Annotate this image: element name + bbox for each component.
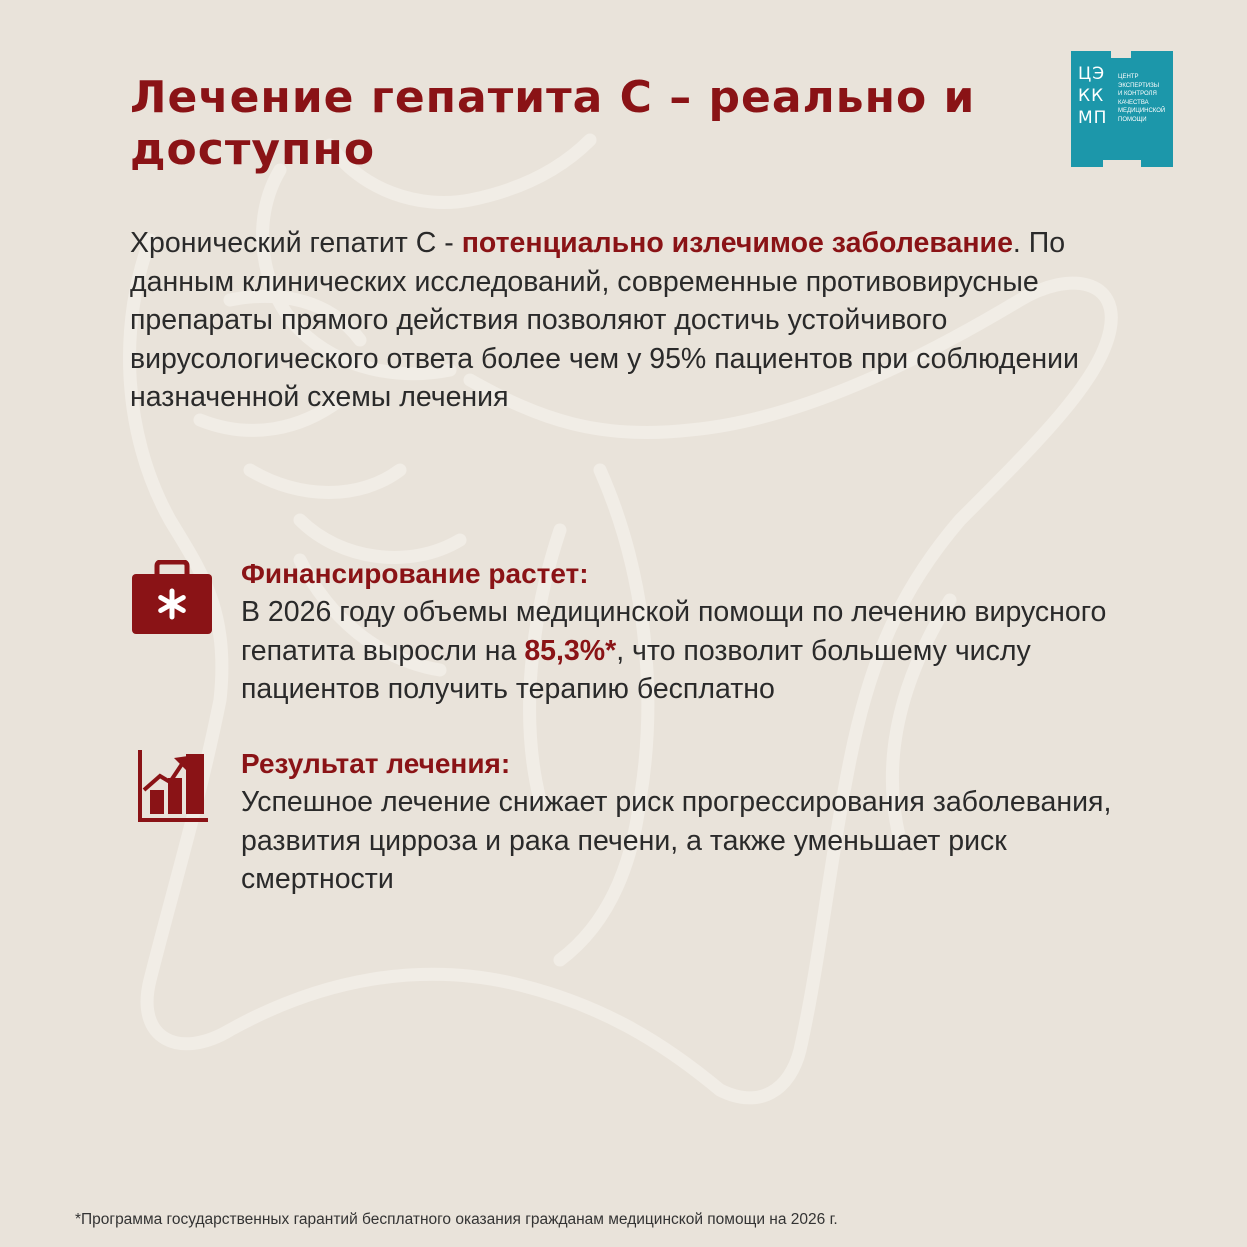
intro-prefix: Хронический гепатит С -: [130, 227, 462, 259]
logo-subtitle-line: МЕДИЦИНСКОЙ: [1118, 108, 1166, 114]
page-title: Лечение гепатита С – реально и доступно: [130, 72, 976, 175]
funding-heading: Финансирование растет:: [241, 558, 589, 589]
logo-letters-line-1: ЦЭ: [1078, 64, 1106, 84]
logo-subtitle: [1118, 73, 1174, 124]
intro-paragraph: [130, 224, 1120, 417]
medical-kit-icon: [130, 560, 214, 636]
footnote: *Программа государственных гарантий бесплатного оказания гражданам медицинской помощи на 2026 г.: [75, 1211, 838, 1228]
growth-chart-icon: [130, 750, 210, 826]
funding-percent: 85,3%*: [524, 634, 617, 667]
funding-text: [241, 555, 1121, 709]
result-body: Успешное лечение снижает риск прогрессирования заболевания, развития цирроза и рака печени, а также уменьшает риск смертности: [241, 786, 1112, 895]
result-text: [241, 745, 1121, 899]
logo-subtitle-line: ПОМОЩИ: [1118, 116, 1147, 123]
logo-subtitle-line: И КОНТРОЛЯ: [1118, 91, 1157, 97]
result-heading: Результат лечения:: [241, 748, 511, 779]
organization-logo: [1071, 51, 1173, 167]
intro-suffix: . По данным клинических исследований, современные противовирусные препараты прямого действия позволяют достичь устойчивого вирусологического ответа более чем у 95% пациентов при соблюдении назначенной схемы лечения: [130, 227, 1079, 413]
logo-subtitle-line: ЦЕНТР: [1118, 74, 1139, 80]
funding-body-end: , что позволит большему числу пациентов получить терапию бесплатно: [241, 634, 1031, 705]
logo-letters-line-2: КК: [1078, 86, 1105, 106]
funding-body-start: В 2026 году объемы медицинской помощи по лечению вирусного гепатита выросли на: [241, 596, 1107, 667]
logo-subtitle-line: КАЧЕСТВА: [1118, 99, 1149, 106]
logo-letters: [1078, 63, 1118, 129]
funding-body: [241, 593, 1121, 709]
logo-subtitle-line: ЭКСПЕРТИЗЫ: [1118, 82, 1160, 89]
intro-highlight: потенциально излечимое заболевание: [461, 227, 1013, 259]
logo-letters-line-3: МП: [1078, 108, 1108, 128]
